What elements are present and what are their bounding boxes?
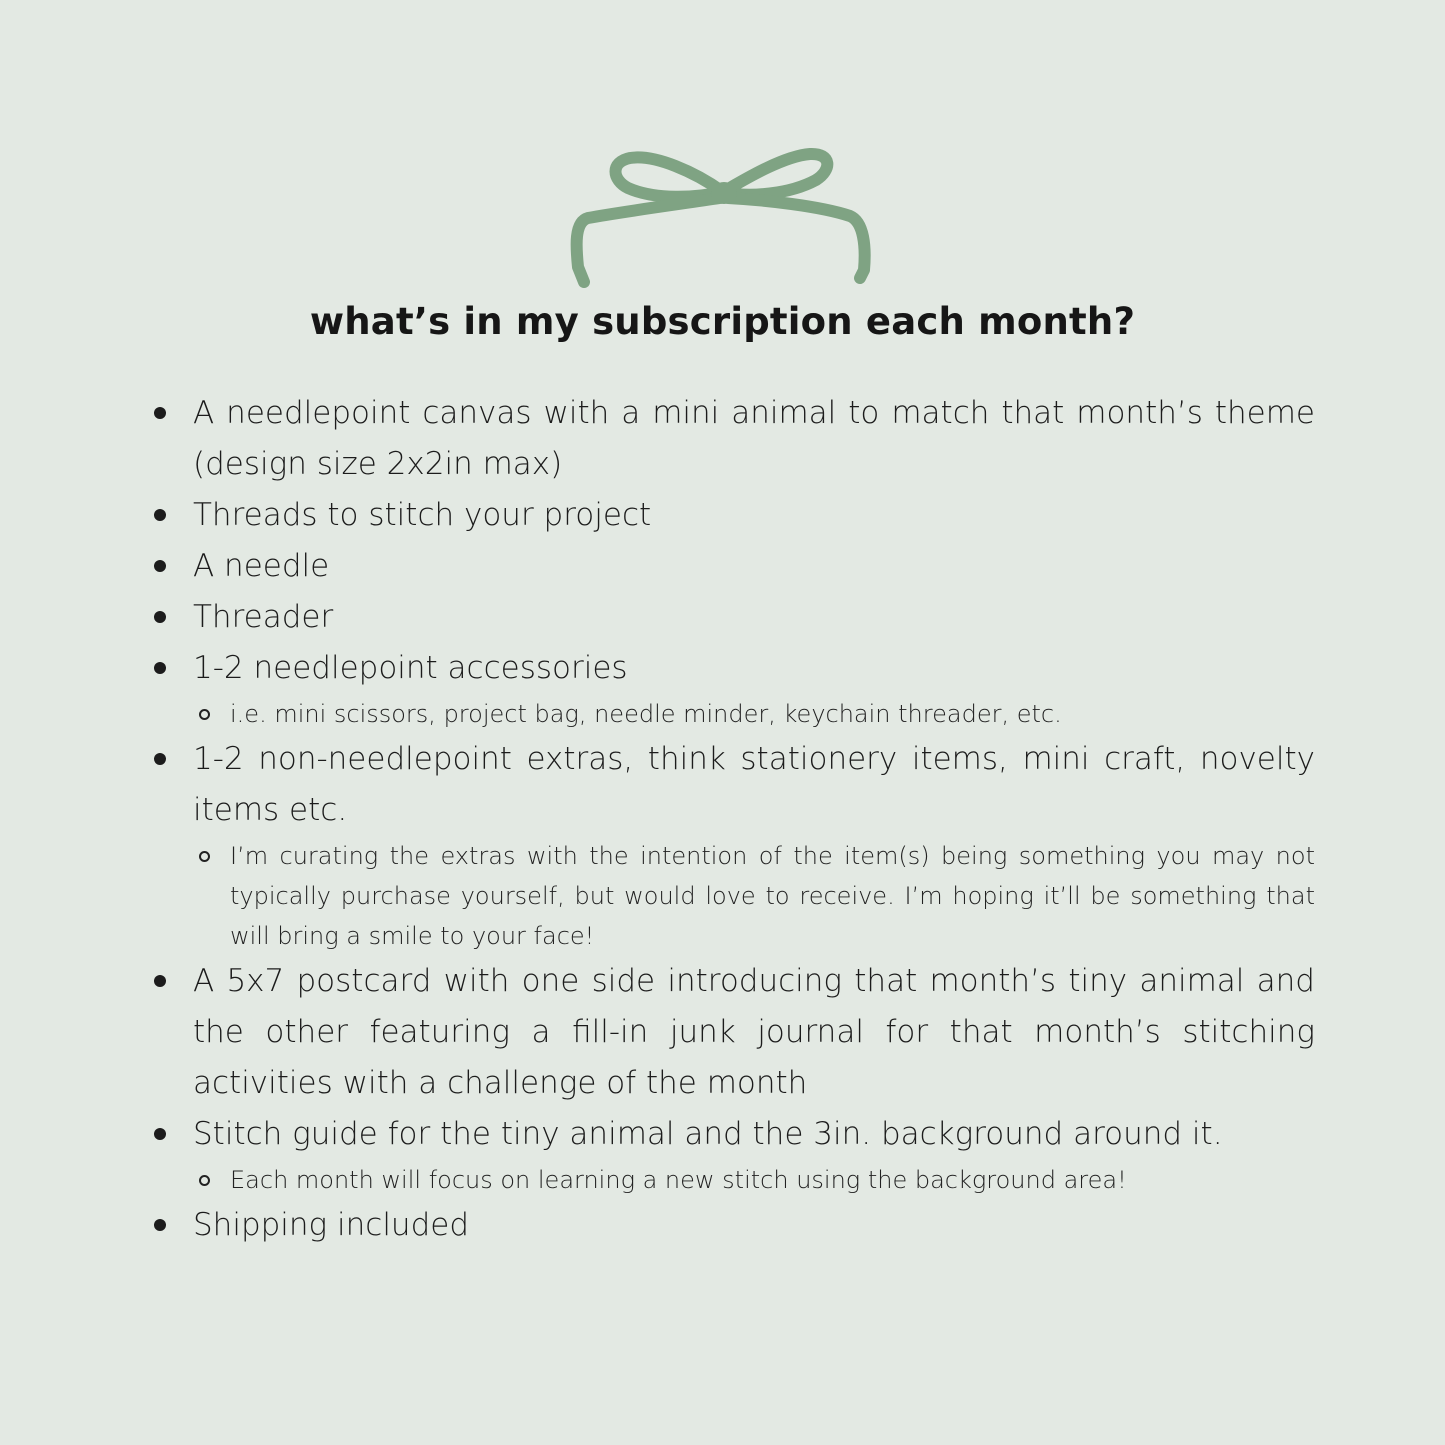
subscription-contents	[150, 388, 1315, 1251]
list-item-text: A 5x7 postcard with one side introducing that month’s tiny animal and the other featuring a fill-in junk journal for that month’s stitching activities with a challenge of the month	[193, 963, 1315, 1101]
list-item	[150, 541, 1315, 592]
sub-list-item-text: Each month will focus on learning a new stitch using the background area!	[230, 1166, 1127, 1194]
list-item	[150, 490, 1315, 541]
bullet-icon	[154, 611, 166, 623]
sub-list-item	[193, 694, 1315, 734]
list-item-text: Shipping included	[193, 1207, 470, 1243]
bullet-icon	[154, 560, 166, 572]
bullet-icon	[154, 1219, 166, 1231]
list-item	[150, 734, 1315, 956]
ribbon-bow-icon	[560, 142, 886, 288]
contents-list	[150, 388, 1315, 1251]
sub-list	[193, 836, 1315, 956]
bullet-icon	[154, 407, 166, 419]
list-item-text: A needle	[193, 548, 330, 584]
list-item-text: 1-2 needlepoint accessories	[193, 650, 628, 686]
page-title: what’s in my subscription each month?	[309, 300, 1136, 343]
hollow-bullet-icon	[199, 851, 210, 862]
sub-list	[193, 694, 1315, 734]
list-item	[150, 592, 1315, 643]
sub-list-item-text: i.e. mini scissors, project bag, needle minder, keychain threader, etc.	[230, 700, 1062, 728]
bullet-icon	[154, 1128, 166, 1140]
sub-list-item	[193, 836, 1315, 956]
hollow-bullet-icon	[199, 709, 210, 720]
bullet-icon	[154, 753, 166, 765]
sub-list-item-text: I’m curating the extras with the intention of the item(s) being something you may not typically purchase yourself, but would love to receive. I’m hoping it’ll be something that will bring a smile to your face!	[230, 842, 1315, 950]
list-item-text: Stitch guide for the tiny animal and the 3in. background around it.	[193, 1116, 1223, 1152]
list-item	[150, 643, 1315, 734]
list-item-text: Threads to stitch your project	[193, 497, 652, 533]
sub-list	[193, 1160, 1315, 1200]
bullet-icon	[154, 975, 166, 987]
list-item	[150, 1109, 1315, 1200]
list-item-text: Threader	[193, 599, 334, 635]
bullet-icon	[154, 509, 166, 521]
list-item-text: 1-2 non-needlepoint extras, think stationery items, mini craft, novelty items etc.	[193, 741, 1315, 828]
list-item-text: A needlepoint canvas with a mini animal to match that month’s theme (design size 2x2in max)	[193, 395, 1315, 482]
list-item	[150, 1200, 1315, 1251]
bullet-icon	[154, 662, 166, 674]
sub-list-item	[193, 1160, 1315, 1200]
hollow-bullet-icon	[199, 1175, 210, 1186]
list-item	[150, 956, 1315, 1109]
list-item	[150, 388, 1315, 490]
